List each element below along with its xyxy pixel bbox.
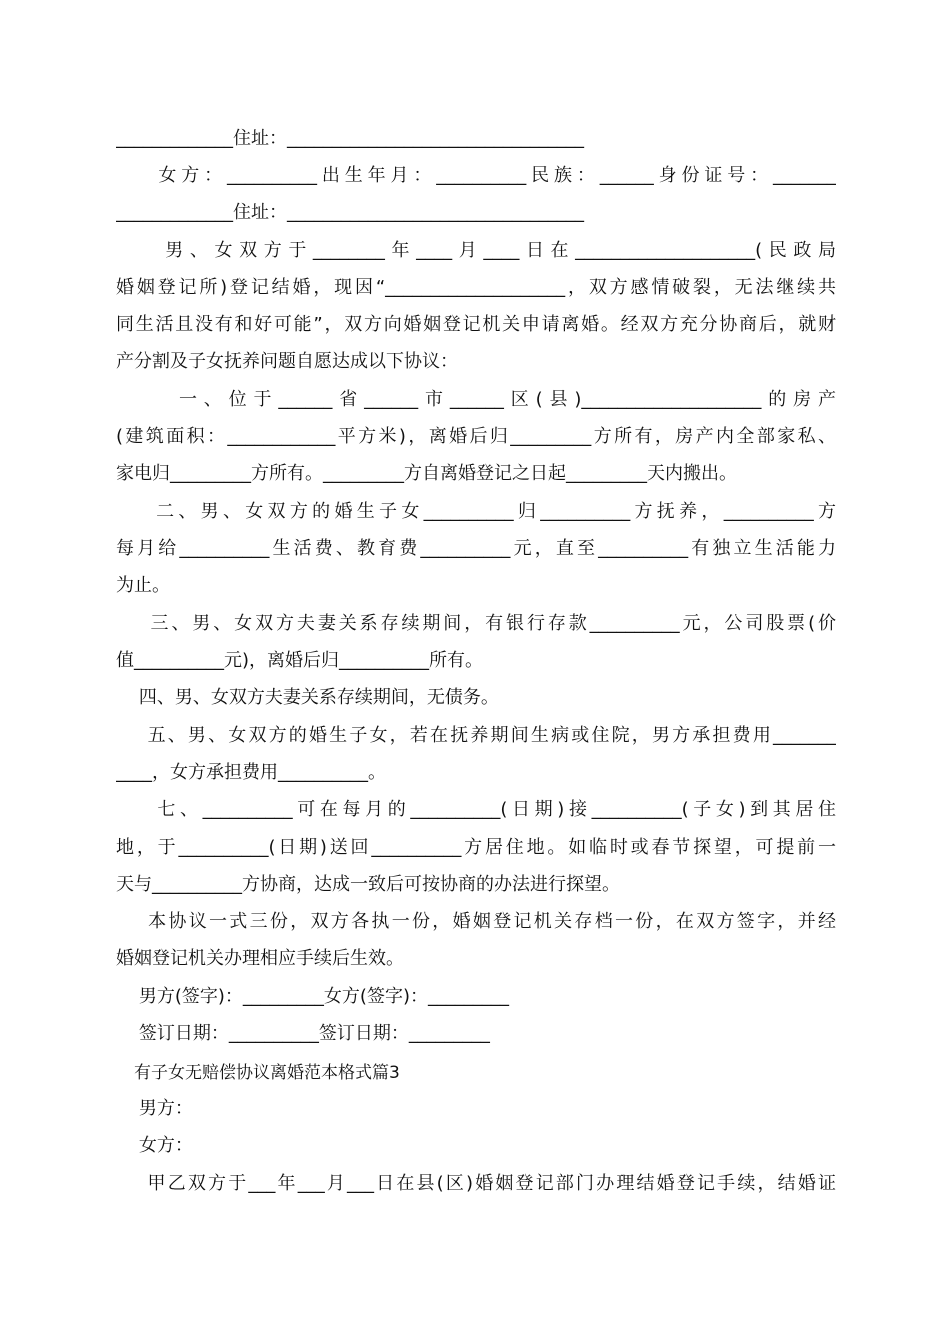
text-line: 每月给__________生活费、教育费__________元，直至__________有独立生活能力 <box>116 538 836 559</box>
text-line: (建筑面积：____________平方米)，离婚后归_________方所有，房产内全部家私、 <box>116 426 836 447</box>
text-line: 同生活且没有和好可能”，双方向婚姻登记机关申请离婚。经双方充分协商后，就财 <box>116 314 836 335</box>
text-line: 值__________元)，离婚后归__________所有。 <box>116 650 484 671</box>
section-title: 有子女无赔偿协议离婚范本格式篇3 <box>134 1063 400 1083</box>
text-line: _____________住址：_________________________________ <box>116 128 584 149</box>
text-line: 一、位于______省______市______区(县)____________________的房产 <box>116 389 836 410</box>
text-line: 男方(签字)：_________女方(签字)：_________ <box>116 986 509 1007</box>
text-line: 男方： <box>116 1098 193 1119</box>
text-line: 女方：__________出生年月：__________民族：______身份证号：_______ <box>116 165 836 186</box>
text-line: 二、男、女双方的婚生子女__________归__________方抚养，__________方 <box>116 501 836 522</box>
text-line: _____________住址：_________________________________ <box>116 202 584 223</box>
text-line: ____，女方承担费用__________。 <box>116 762 386 783</box>
text-line: 七、__________可在每月的__________(日期)接__________(子女)到其居住 <box>116 799 836 820</box>
text-line: 五、男、女双方的婚生子女，若在抚养期间生病或住院，男方承担费用_______ <box>116 725 836 746</box>
text-line: 男、女双方于________年____月____日在____________________(民政局 <box>116 240 836 261</box>
text-line: 签订日期：__________签订日期：_________ <box>116 1023 490 1044</box>
text-line: 婚姻登记机关办理相应手续后生效。 <box>116 948 404 969</box>
text-line: 女方： <box>116 1135 193 1156</box>
text-line: 婚姻登记所)登记结婚，现因“____________________，双方感情破裂，无法继续共 <box>116 277 836 298</box>
text-line: 为止。 <box>116 575 170 596</box>
text-line: 三、男、女双方夫妻关系存续期间，有银行存款__________元，公司股票(价 <box>116 613 836 634</box>
text-line: 地，于__________(日期)送回__________方居住地。如临时或春节探望，可提前一 <box>116 837 836 858</box>
text-line: 甲乙双方于___年___月___日在县(区)婚姻登记部门办理结婚登记手续，结婚证 <box>116 1173 836 1194</box>
text-line: 产分割及子女抚养问题自愿达成以下协议： <box>116 351 458 372</box>
text-line: 家电归_________方所有。_________方自离婚登记之日起_________天内搬出。 <box>116 463 737 484</box>
text-line: 天与__________方协商，达成一致后可按协商的办法进行探望。 <box>116 874 620 895</box>
text-line: 本协议一式三份，双方各执一份，婚姻登记机关存档一份，在双方签字，并经 <box>116 911 836 932</box>
text-line: 四、男、女双方夫妻关系存续期间，无债务。 <box>116 687 499 708</box>
